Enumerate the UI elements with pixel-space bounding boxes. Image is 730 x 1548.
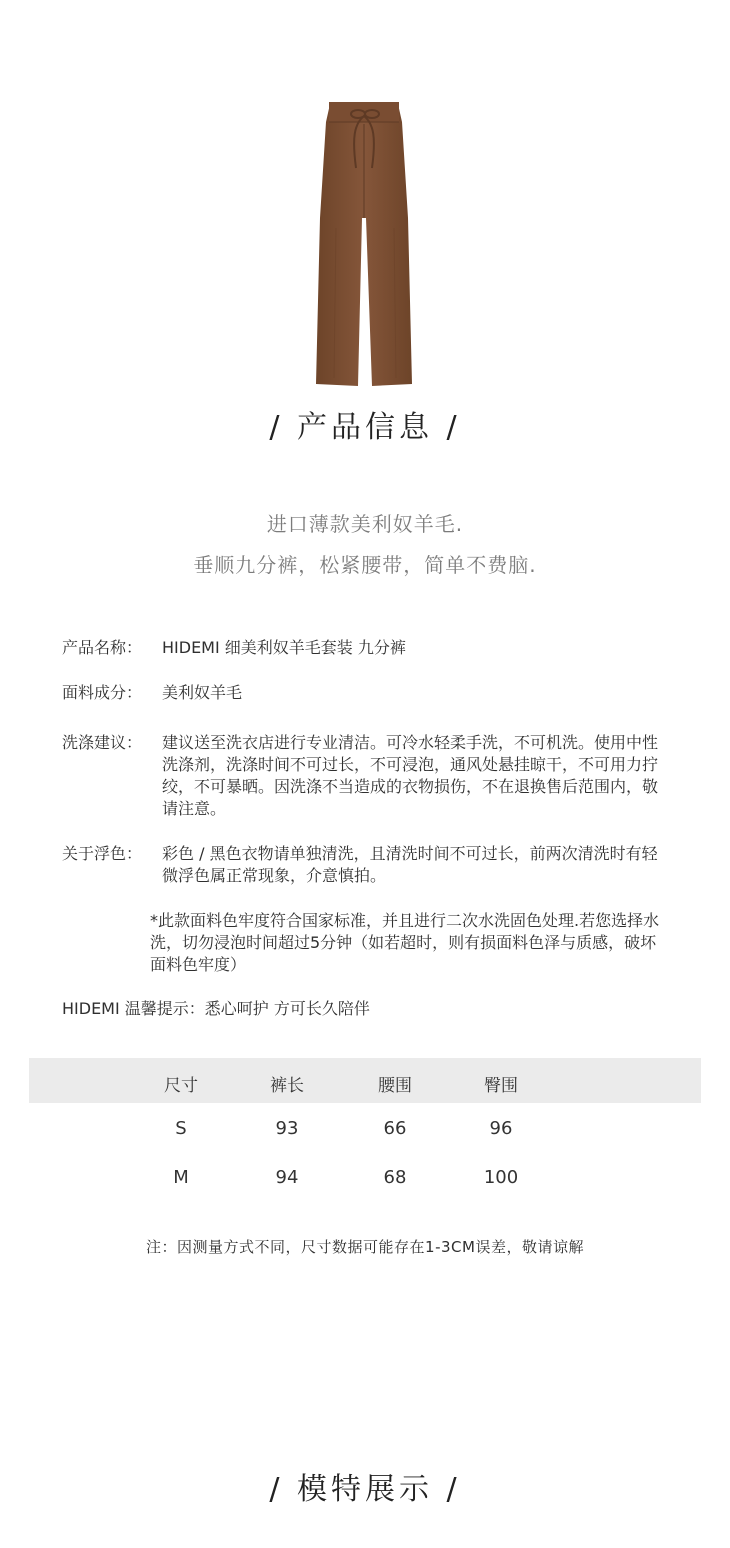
tagline-2: 垂顺九分裤，松紧腰带，简单不费脑.	[193, 553, 537, 577]
wash-label: 洗涤建议：	[62, 733, 143, 752]
length-cell: 93	[275, 1118, 299, 1139]
colorfast-note: *此款面料色牢度符合国家标准，并且进行二次水洗固色处理.若您选择水洗，切勿浸泡时间超过5分钟（如若超时，则有损面料色泽与质感，破坏面料色牢度）	[150, 911, 660, 974]
size-cell: S	[175, 1118, 187, 1139]
product-name-value: HIDEMI 细美利奴羊毛套装 九分裤	[162, 638, 406, 657]
table-row	[29, 1105, 701, 1154]
product-name-label: 产品名称：	[62, 638, 143, 657]
header-size: 尺寸	[164, 1076, 198, 1096]
product-info-title: / 产品信息 /	[269, 410, 461, 445]
waist-cell: 68	[383, 1167, 407, 1188]
tagline-1: 进口薄款美利奴羊毛.	[266, 512, 464, 536]
wash-value: 建议送至洗衣店进行专业清洁。可冷水轻柔手洗，不可机洗。使用中性洗涤剂，洗涤时间不可过长，不可浸泡，通风处悬挂晾干，不可用力拧绞，不可暴晒。因洗涤不当造成的衣物损伤，不在退换售后范围内，敬请注意。	[162, 733, 659, 818]
fade-value: 彩色 / 黑色衣物请单独清洗，且清洗时间不可过长，前两次清洗时有轻微浮色属正常现象，介意慎拍。	[162, 844, 658, 885]
table-row	[29, 1154, 701, 1203]
header-hip: 臀围	[484, 1076, 518, 1096]
fabric-value: 美利奴羊毛	[162, 683, 243, 702]
size-table	[29, 1058, 701, 1203]
size-table-header	[29, 1058, 701, 1103]
length-cell: 94	[275, 1167, 299, 1188]
wide-leg-pants-image	[290, 98, 440, 390]
care-tip-text: HIDEMI 温馨提示：悉心呵护 方可长久陪伴	[62, 999, 370, 1018]
fabric-label: 面料成分：	[62, 683, 143, 702]
header-waist: 腰围	[378, 1076, 412, 1096]
waist-cell: 66	[383, 1118, 407, 1139]
size-cell: M	[173, 1167, 189, 1188]
measurement-footnote: 注：因测量方式不同，尺寸数据可能存在1-3CM误差，敬请谅解	[146, 1238, 584, 1256]
hip-cell: 96	[489, 1118, 513, 1139]
header-length: 裤长	[270, 1076, 304, 1096]
model-showcase-title: / 模特展示 /	[269, 1472, 461, 1507]
fade-label: 关于浮色：	[62, 844, 143, 863]
hip-cell: 100	[483, 1167, 519, 1188]
